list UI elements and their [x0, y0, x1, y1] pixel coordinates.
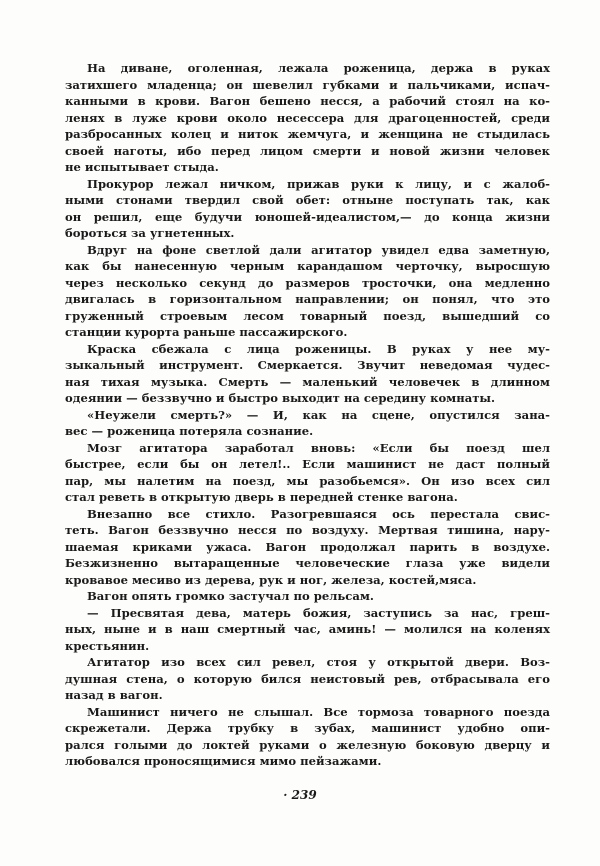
- text-line: Машинист ничего не слышал. Все тормоза товарного поезда: [87, 704, 550, 719]
- text-line: На диване, оголенная, лежала роженица, держа в руках: [87, 61, 550, 75]
- text-line: теть. Вагон беззвучно несся по воздуху. Мертвая тишина, нару-: [65, 523, 550, 537]
- text-line: ных, ныне и в наш смертный час, аминь! — молился на коленях: [65, 622, 550, 636]
- text-line: бороться за угнетенных.: [65, 226, 235, 240]
- text-line: станции курорта раньше пассажирского.: [65, 325, 348, 339]
- text-line: Агитатор изо всех сил ревел, стоя у открытой двери. Воз-: [87, 655, 550, 669]
- text-line: любовался проносящимися мимо пейзажами.: [65, 754, 382, 768]
- text-line: Внезапно все стихло. Разогревшаяся ось перестала свис-: [87, 506, 550, 521]
- text-line: как бы нанесенную черным карандашом черточку, выросшую: [65, 259, 550, 273]
- text-line: стал реветь в открытую дверь в передней стенке вагона.: [65, 490, 458, 504]
- text-line: быстрее, если бы он летел!.. Если машинист не даст полный: [65, 457, 550, 471]
- text-line: Мозг агитатора заработал вновь: «Если бы поезд шел: [87, 440, 550, 455]
- text-line: Прокурор лежал ничком, прижав руки к лицу, и с жалоб-: [87, 176, 550, 191]
- text-line: он решил, еще будучи юношей-идеалистом,— до конца жизни: [65, 209, 550, 224]
- text-line: «Неужели смерть?» — И, как на сцене, опустился зана-: [87, 407, 550, 422]
- text-line: Безжизненно вытаращенные человеческие глаза уже видели: [65, 556, 550, 570]
- text-line: разбросанных колец и ниток жемчуга, и женщина не стыдилась: [65, 127, 550, 141]
- text-line: ными стонами твердил свой обет: отныне поступать так, как: [65, 193, 550, 207]
- text-line: крестьянин.: [65, 638, 150, 653]
- page-number: · 239: [283, 788, 317, 802]
- text-line: вес — роженица потеряла сознание.: [65, 424, 314, 438]
- text-line: Вагон опять громко застучал по рельсам.: [87, 589, 374, 603]
- text-line: затихшего младенца; он шевелил губками и пальчиками, испач-: [65, 77, 550, 92]
- text-line: назад в вагон.: [65, 688, 163, 702]
- text-line: через несколько секунд до размеров тросточки, она медленно: [65, 275, 550, 290]
- text-line: Краска сбежала с лица роженицы. В руках у нее му-: [87, 341, 550, 356]
- text-line: шаемая криками ужаса. Вагон продолжал парить в воздухе.: [65, 539, 550, 554]
- text-line: ная тихая музыка. Смерть — маленький человечек в длинном: [65, 374, 550, 389]
- text-line: кровавое месиво из дерева, рук и ног, железа, костей,мяса.: [65, 572, 477, 587]
- text-line: душная стена, о которую бился неистовый рев, отбрасывала его: [65, 671, 550, 686]
- body-text: [65, 60, 550, 770]
- text-line: Вдруг на фоне светлой дали агитатор увидел едва заметную,: [87, 242, 550, 257]
- text-line: одеянии — беззвучно и быстро выходит на середину комнаты.: [65, 391, 496, 405]
- text-line: рался голыми до локтей руками о железную боковую дверцу и: [65, 737, 550, 752]
- text-line: своей наготы, ибо перед лицом смерти и новой жизни человек: [65, 143, 550, 158]
- text-line: двигалась в горизонтальном направлении; он понял, что это: [65, 292, 550, 306]
- text-line: груженный строевым лесом товарный поезд, вышедший со: [65, 308, 550, 323]
- text-line: ленях в луже крови около несессера для драгоценностей, среди: [65, 110, 550, 125]
- text-line: канными в крови. Вагон бешено несся, а рабочий стоял на ко-: [65, 94, 550, 108]
- text-line: скрежетали. Держа трубку в зубах, машинист удобно опи-: [65, 721, 550, 735]
- text-line: зыкальный инструмент. Смеркается. Звучит неведомая чудес-: [65, 358, 550, 372]
- text-line: — Пресвятая дева, матерь божия, заступись за нас, греш-: [87, 605, 550, 620]
- text-line: не испытывает стыда.: [65, 160, 219, 174]
- text-line: пар, мы налетим на поезд, мы разобьемся». Он изо всех сил: [65, 473, 550, 488]
